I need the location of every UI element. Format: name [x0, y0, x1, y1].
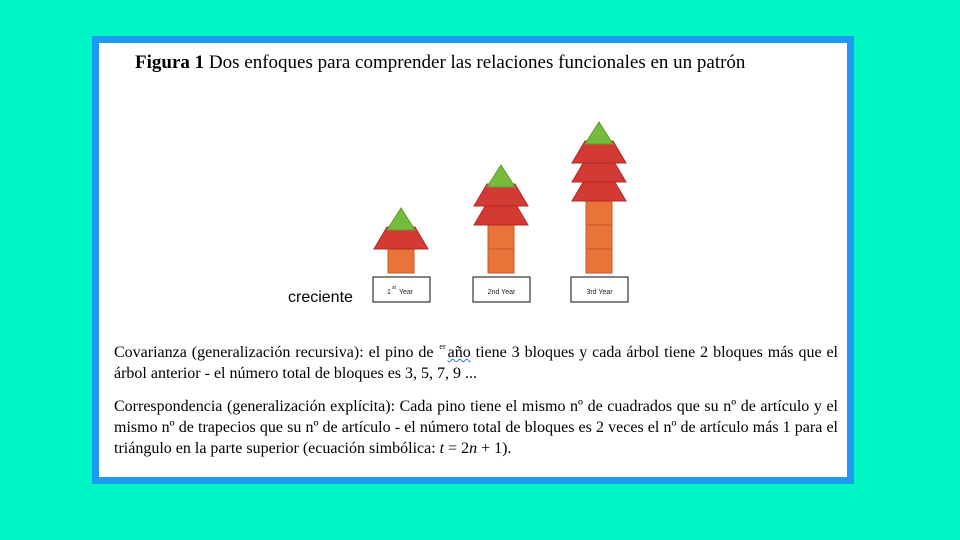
- spellcheck-word: año: [447, 344, 471, 361]
- equation-var-n: n: [469, 440, 478, 457]
- tree-2-triangle-block: [487, 165, 515, 187]
- pine-tree-pattern-figure: [99, 43, 847, 333]
- equation-end: + 1).: [477, 440, 512, 457]
- equation-var-t: t: [439, 440, 445, 457]
- year-1-word: Year: [399, 289, 414, 296]
- tree-3-square-block: [586, 225, 612, 249]
- year-3-label: 3rd Year: [586, 289, 613, 296]
- pine-trees: [374, 122, 626, 273]
- figure-card: [92, 36, 854, 484]
- equation-mid: = 2: [444, 440, 470, 457]
- year-2-label-box: [473, 277, 530, 302]
- year-1-suffix: st: [392, 285, 396, 291]
- ordinal-superscript: er: [439, 342, 446, 351]
- tree-2-square-block: [488, 249, 514, 273]
- year-2-label: 2nd Year: [487, 289, 516, 296]
- year-1-number: 1: [387, 289, 391, 296]
- covarianza-text-1: Covarianza (generalización recursiva): el pino de: [114, 344, 439, 361]
- tree-1-triangle-block: [387, 208, 415, 230]
- tree-3-square-block: [586, 201, 612, 225]
- figure-number: Figura 1: [135, 52, 205, 73]
- figure-caption: Dos enfoques para comprender las relaciones funcionales en un patrón: [204, 52, 746, 73]
- growing-label: creciente: [288, 289, 353, 306]
- year-1-label-box: [373, 277, 430, 302]
- tree-2-square-block: [488, 225, 514, 249]
- tree-3-triangle-block: [585, 122, 613, 144]
- correspondencia-text: Correspondencia (generalización explícita): Cada pino tiene el mismo nº de cuadrados que su nº de artículo y el mismo nº de trapecios que su nº de artículo - el número total de bloques es 2 veces el nº de artículo más 1 para el triángulo en la parte superior (ecuación simbólica:: [114, 398, 838, 457]
- tree-3-square-block: [586, 249, 612, 273]
- tree-1-square-block: [388, 249, 414, 273]
- year-3-label-box: [571, 277, 628, 302]
- correspondencia-paragraph: [114, 396, 838, 459]
- covarianza-text-2: tiene 3 bloques y cada árbol tiene 2 bloques más que el árbol anterior - el número total de bloques es 3, 5, 7, 9 ...: [114, 344, 839, 382]
- covarianza-paragraph: [114, 336, 838, 384]
